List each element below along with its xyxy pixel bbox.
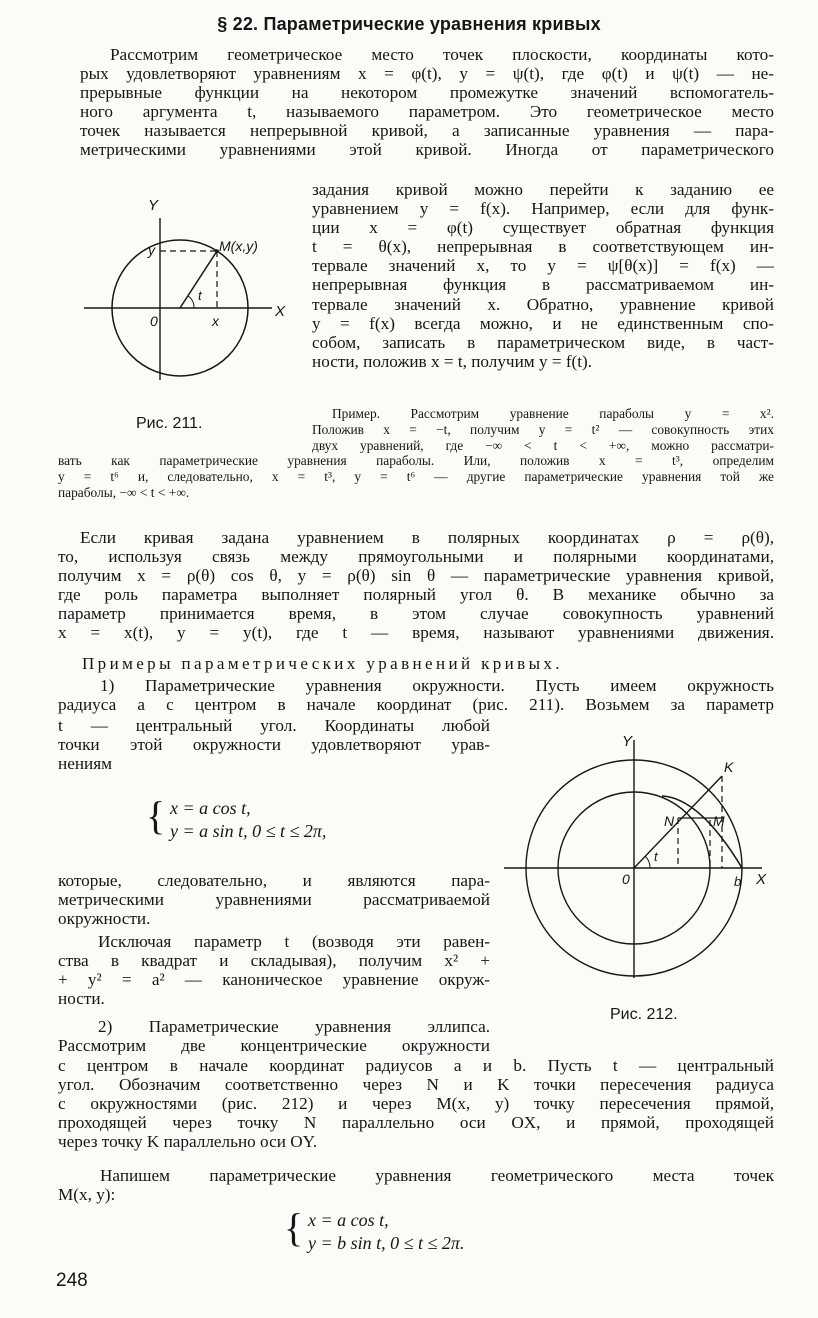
text-line: непрерывная функция в рассматриваемом ин- [312, 275, 774, 295]
x-value-label: x [212, 313, 219, 329]
text-line: Рассмотрим геометрическое место точек плоскости, координаты кото- [110, 45, 774, 64]
intro-paragraph [80, 45, 774, 160]
circle-formula-brace: { [146, 793, 166, 838]
text-line: ства в квадрат и складывая), получим x² + [58, 951, 490, 971]
text-line: M(x, y): [58, 1185, 116, 1205]
text-line: метрическими уравнениями рассматриваемой [58, 890, 490, 910]
example-paragraph-continued [58, 453, 774, 500]
circle-paragraph [58, 676, 774, 714]
text-line: метрическими уравнениями этой кривой. Иногда от параметрического [80, 140, 774, 160]
text-line: 1) Параметрические уравнения окружности. Пусть имеем окружность [100, 676, 774, 695]
text-line: параболы, −∞ < t < +∞. [58, 484, 190, 500]
text-line: параметр принимается время, в этом случае совокупность уравнений [58, 604, 774, 624]
examples-heading: Примеры параметрических уравнений кривых. [82, 654, 563, 673]
ellipse-arc [662, 796, 742, 868]
angle-label: t [198, 288, 202, 303]
text-line: двух уравнений, где −∞ < t < +∞, можно рассматри- [312, 437, 774, 453]
ellipse-formula-brace: { [284, 1205, 304, 1250]
example-paragraph [312, 406, 774, 453]
exclude-paragraph [58, 932, 490, 1008]
formula-line: y = a sin t, 0 ≤ t ≤ 2π, [170, 821, 327, 841]
text-line: точки этой окружности удовлетворяют урав- [58, 735, 490, 755]
text-line: Исключая параметр t (возводя эти равен- [98, 932, 490, 951]
point-n-label: N [664, 813, 675, 829]
point-label: M(x,y) [219, 238, 258, 254]
figure-212-caption: Рис. 212. [610, 1006, 678, 1023]
text-line: получим x = ρ(θ) cos θ, y = ρ(θ) sin θ — параметрические уравнения кривой, [58, 566, 774, 586]
origin-label: 0 [622, 871, 630, 887]
page-number: 248 [56, 1270, 88, 1291]
text-line: x = x(t), y = y(t), где t — время, называют уравнениями движения. [58, 623, 774, 643]
formula-line: x = a cos t, [308, 1210, 389, 1230]
figure-211 [76, 188, 302, 388]
text-line: точек называется непрерывной кривой, а записанные уравнения — пара- [80, 121, 774, 141]
text-line: проходящей через точку N параллельно оси OX, и прямой, проходящей [58, 1113, 774, 1133]
x-axis-label: X [275, 303, 286, 320]
text-line: прерывные функции на некотором промежутке значений вспомогатель- [80, 83, 774, 103]
text-line: ного аргумента t, называемого параметром. Это геометрическое место [80, 102, 774, 122]
section-heading: § 22. Параметрические уравнения кривых [217, 14, 601, 34]
text-line: Рассмотрим две концентрические окружности [58, 1036, 490, 1056]
angle-arc [645, 856, 650, 868]
text-line: ции x = φ(t) существует обратная функция [312, 218, 774, 238]
text-line: через точку K параллельно оси OY. [58, 1132, 318, 1152]
text-line: ности, положив x = t, получим y = f(t). [312, 351, 593, 371]
after-circle-paragraph [58, 871, 490, 928]
angle-label: t [654, 849, 658, 864]
text-line: где роль параметра выполняет полярный угол θ. В механике обычно за [58, 585, 774, 605]
b-label: b [734, 874, 742, 889]
text-line: которые, следовательно, и являются пара- [58, 871, 490, 890]
text-line: тервале значений x. Обратно, уравнение кривой [312, 294, 774, 314]
side-paragraph [312, 180, 774, 371]
y-value-label: y [148, 242, 155, 258]
text-line: собом, записать в параметрическом виде, в част- [312, 332, 774, 352]
text-line: то, используя связь между прямоугольными и полярными координатами, [58, 547, 774, 567]
formula-line: y = b sin t, 0 ≤ t ≤ 2π. [308, 1233, 465, 1253]
formula-line: x = a cos t, [170, 798, 251, 818]
text-line: t — центральный угол. Координаты любой [58, 716, 490, 735]
y-axis-label: Y [622, 733, 633, 750]
text-line: t = θ(x), непрерывная в соответствующем ин- [312, 237, 774, 257]
point-m-label: M [713, 813, 725, 829]
ellipse-formula [308, 1209, 464, 1255]
text-line: 2) Параметрические уравнения эллипса. [98, 1017, 490, 1036]
figure-212 [500, 728, 776, 990]
text-line: угол. Обозначим соответственно через N и K точки пересечения радиуса [58, 1075, 774, 1095]
text-line: Пример. Рассмотрим уравнение параболы y = x². [332, 406, 774, 421]
y-axis-label: Y [148, 197, 159, 214]
text-line: ности. [58, 989, 105, 1009]
text-line: Напишем параметрические уравнения геометрического места точек [100, 1166, 774, 1185]
text-line: радиуса a с центром в начале координат (рис. 211). Возьмем за параметр [58, 695, 774, 715]
text-line: уравнением y = f(x). Например, если для функ- [312, 199, 774, 219]
ellipse-paragraph [58, 1056, 774, 1151]
point-k-label: K [724, 759, 734, 775]
text-line: рых удовлетворяют уравнениям x = φ(t), y = ψ(t), где φ(t) и ψ(t) — не- [80, 64, 774, 84]
text-line: Если кривая задана уравнением в полярных координатах ρ = ρ(θ), [80, 528, 774, 547]
text-line: y = t⁶ и, следовательно, x = t³, y = t⁶ — другие параметрические уравнения той же [58, 468, 774, 484]
text-line: y = f(x) всегда можно, и не единственным спо- [312, 313, 774, 333]
text-line: задания кривой можно перейти к заданию ее [312, 180, 774, 199]
text-line: вать как параметрические уравнения параболы. Или, положив x = t³, определим [58, 453, 774, 468]
write-paragraph [58, 1166, 774, 1204]
circle-formula [170, 797, 326, 843]
text-line: + y² = a² — каноническое уравнение окруж- [58, 970, 490, 990]
text-line: тервале значений x, то y = ψ[θ(x)] = f(x) — [312, 256, 774, 276]
text-line: окружности. [58, 909, 151, 929]
text-line: Положив x = −t, получим y = t² — совокупность этих [312, 421, 774, 437]
circle-paragraph-narrow [58, 716, 490, 773]
origin-label: 0 [150, 313, 158, 329]
text-line: нениям [58, 754, 113, 774]
x-axis-label: X [756, 871, 767, 888]
polar-paragraph [58, 528, 774, 643]
figure-211-caption: Рис. 211. [136, 415, 203, 432]
text-line: с окружностями (рис. 212) и через M(x, y) точку пересечения прямой, [58, 1094, 774, 1114]
angle-arc [188, 296, 194, 308]
text-line: с центром в начале координат радиусов a и b. Пусть t — центральный [58, 1056, 774, 1075]
ellipse-paragraph-narrow [58, 1017, 490, 1055]
